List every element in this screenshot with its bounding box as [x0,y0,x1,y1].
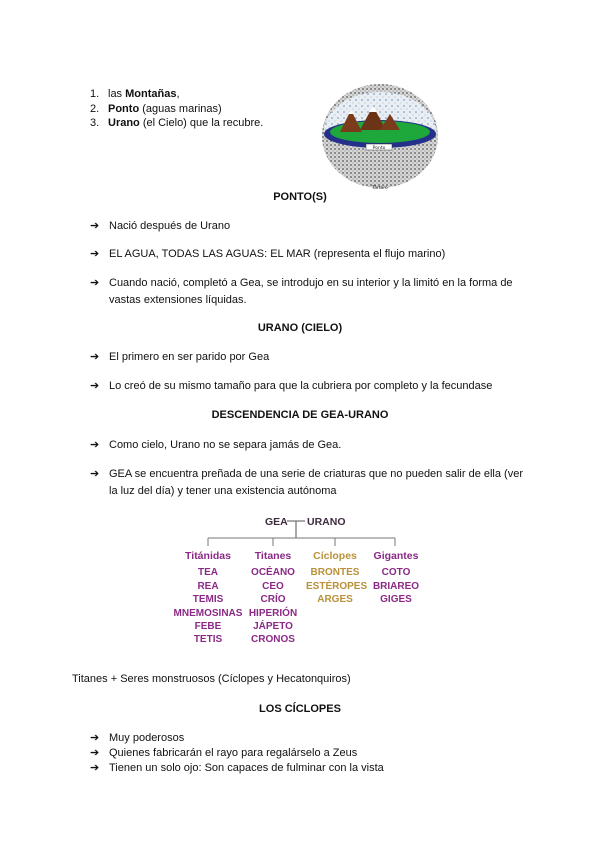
list-item: ARGES [317,594,353,606]
list-item: CEO [262,580,284,592]
list-item: CRÍO [260,594,286,606]
list-item: COTO [381,567,411,579]
list-item: BRIAREO [372,580,420,592]
list-item: TETIS [193,634,223,646]
arrow-icon: ➔ [90,762,100,774]
family-tree [175,512,425,654]
tree-connectors [175,512,425,552]
group-ciclopes [306,550,368,607]
arrow-icon: ➔ [90,351,100,363]
group-title: Cíclopes [313,550,357,562]
list-item: BRONTES [310,567,360,579]
list-item: TEA [198,567,218,579]
group-title: Gigantes [373,550,419,562]
arrow-icon: ➔ [90,248,100,260]
list-item: 3. Urano (el Cielo) que la recubre. [90,117,264,129]
heading-urano: URANO (CIELO) [257,322,343,334]
list-item: MNEMOSINAS [173,607,243,619]
heading-descendencia: DESCENDENCIA DE GEA-URANO [211,409,389,421]
parent-gea: GEA [265,516,288,528]
bullet-item: ➔ Lo creó de su mismo tamaño para que la cubriera por completo y la fecundase [90,378,534,395]
group-titanes [247,550,299,647]
bullet-item: ➔ Quienes fabricarán el rayo para regalárselo a Zeus [90,747,358,759]
intro-list [90,87,263,131]
group-gigantes [369,550,423,607]
bullet-item: ➔ Nació después de Urano [90,218,534,235]
bullet-item: ➔ Tienen un solo ojo: Son capaces de fulminar con la vista [90,762,384,774]
list-item: GIGES [380,594,412,606]
bullet-item: ➔ GEA se encuentra preñada de una serie de criaturas que no pueden salir de ella (ver la luz del día) y tener una existencia autónoma [90,466,534,500]
bullet-item: ➔ El primero en ser parido por Gea [90,349,534,366]
list-item: HIPERIÓN [248,607,298,619]
arrow-icon: ➔ [90,747,100,759]
bullet-item: ➔ EL AGUA, TODAS LAS AGUAS: EL MAR (representa el flujo marino) [90,246,534,263]
arrow-icon: ➔ [90,732,100,744]
arrow-icon: ➔ [90,468,100,480]
group-title: Titanes [254,550,292,562]
list-item: 2. Ponto (aguas marinas) [90,102,222,115]
list-item: FEBE [194,621,222,633]
list-item: REA [197,580,219,592]
cosmos-illustration [318,80,442,192]
list-item: 1. las Montañas, [90,88,180,100]
list-item: JÁPETO [253,621,293,633]
list-item: TEMIS [192,594,224,606]
group-titanidas [169,550,247,647]
list-item: CRONOS [251,634,295,646]
bullet-item: ➔ Cuando nació, completó a Gea, se introdujo en su interior y la limitó en la forma de vastas extensiones líquidas. [90,275,534,309]
tartaro-label: Tártaro [372,186,388,191]
arrow-icon: ➔ [90,277,100,289]
arrow-icon: ➔ [90,380,100,392]
bullet-item: ➔ Muy poderosos [90,732,185,744]
heading-ponto: PONTO(S) [273,191,327,203]
bullet-item: ➔ Como cielo, Urano no se separa jamás de Gea. [90,437,534,454]
heading-ciclopes: LOS CÍCLOPES [259,703,341,715]
list-item: ESTÉROPES [306,580,368,592]
arrow-icon: ➔ [90,220,100,232]
ponto-label: Ponto [372,146,386,151]
group-title: Titánidas [185,550,231,562]
arrow-icon: ➔ [90,439,100,451]
list-item: OCÉANO [251,567,295,579]
note-text: Titanes + Seres monstruosos (Cíclopes y Hecatonquiros) [72,673,351,685]
parent-urano: URANO [307,516,346,528]
